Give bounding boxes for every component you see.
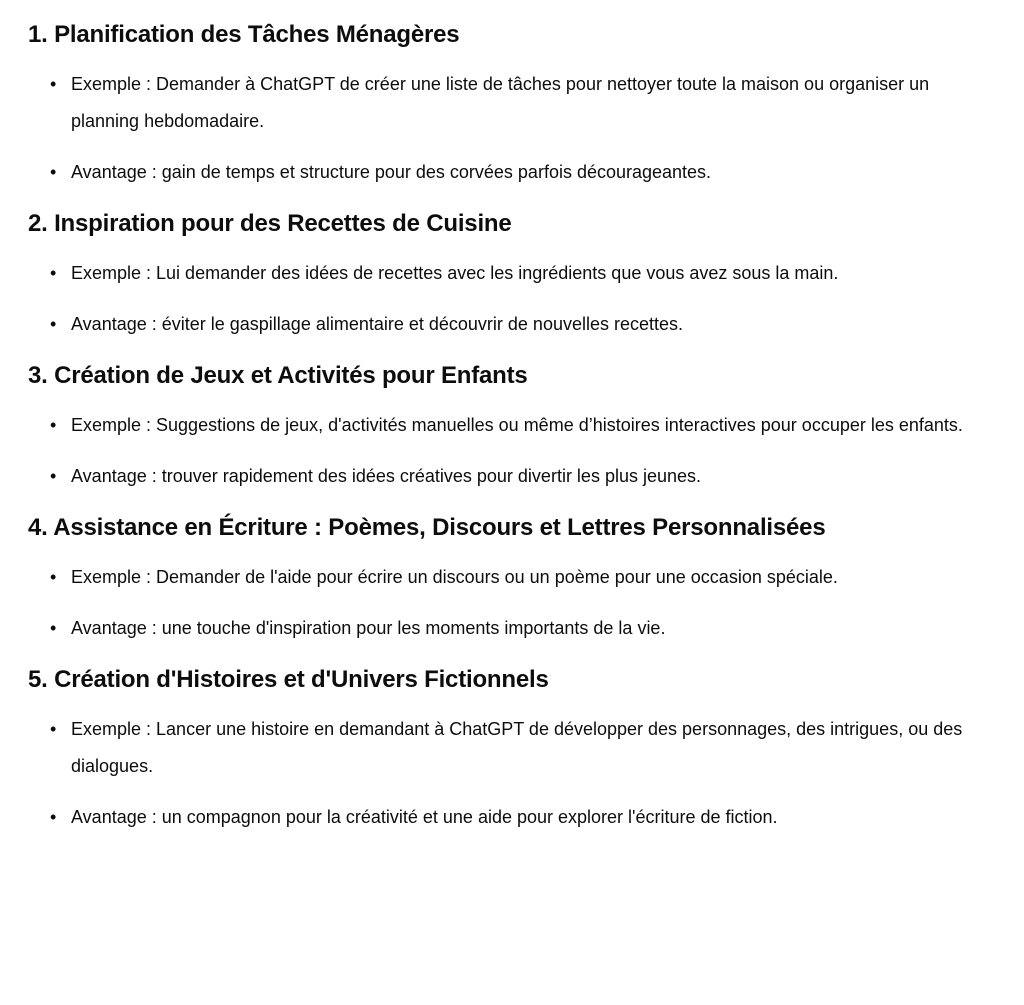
bullet-text: Avantage : gain de temps et structure pour des corvées parfois décourageantes. <box>71 162 712 182</box>
section <box>28 513 974 647</box>
bullet-text: Avantage : éviter le gaspillage alimentaire et découvrir de nouvelles recettes. <box>71 314 684 334</box>
bullet-list <box>28 255 974 343</box>
bullet-icon: • <box>50 74 57 94</box>
section-heading: 5. Création d'Histoires et d'Univers Fictionnels <box>28 666 549 693</box>
list-item <box>50 407 974 444</box>
bullet-icon: • <box>50 719 57 739</box>
document-body <box>28 20 974 836</box>
section <box>28 665 974 836</box>
section-heading: 2. Inspiration pour des Recettes de Cuisine <box>28 210 512 237</box>
bullet-text: Avantage : un compagnon pour la créativité et une aide pour explorer l'écriture de fiction. <box>71 807 778 827</box>
list-item <box>50 559 974 596</box>
section-heading: 1. Planification des Tâches Ménagères <box>28 21 460 48</box>
list-item <box>50 711 974 785</box>
bullet-text: Exemple : Demander de l'aide pour écrire un discours ou un poème pour une occasion spéciale. <box>71 567 838 587</box>
bullet-list <box>28 711 974 836</box>
bullet-list <box>28 559 974 647</box>
section <box>28 361 974 495</box>
list-item <box>50 66 974 140</box>
bullet-text: Avantage : une touche d'inspiration pour les moments importants de la vie. <box>71 618 666 638</box>
list-item <box>50 799 974 836</box>
bullet-icon: • <box>50 162 57 182</box>
bullet-icon: • <box>50 263 57 283</box>
bullet-list <box>28 407 974 495</box>
bullet-text: Exemple : Lui demander des idées de recettes avec les ingrédients que vous avez sous la main. <box>71 263 839 283</box>
bullet-list <box>28 66 974 191</box>
bullet-icon: • <box>50 415 57 435</box>
section <box>28 209 974 343</box>
bullet-icon: • <box>50 567 57 587</box>
list-item <box>50 255 974 292</box>
section <box>28 20 974 191</box>
bullet-text: Avantage : trouver rapidement des idées créatives pour divertir les plus jeunes. <box>71 466 702 486</box>
bullet-icon: • <box>50 807 57 827</box>
bullet-icon: • <box>50 314 57 334</box>
section-heading: 4. Assistance en Écriture : Poèmes, Discours et Lettres Personnalisées <box>28 514 826 541</box>
bullet-text: Exemple : Suggestions de jeux, d'activités manuelles ou même d’histoires interactives pour occuper les enfants. <box>71 415 963 435</box>
bullet-icon: • <box>50 466 57 486</box>
bullet-icon: • <box>50 618 57 638</box>
list-item <box>50 610 974 647</box>
section-heading: 3. Création de Jeux et Activités pour Enfants <box>28 362 528 389</box>
list-item <box>50 458 974 495</box>
bullet-text: Exemple : Lancer une histoire en demandant à ChatGPT de développer des personnages, des intrigues, ou des dialogues. <box>71 719 963 776</box>
bullet-text: Exemple : Demander à ChatGPT de créer une liste de tâches pour nettoyer toute la maison ou organiser un planning hebdomadaire. <box>71 74 930 131</box>
list-item <box>50 306 974 343</box>
list-item <box>50 154 974 191</box>
